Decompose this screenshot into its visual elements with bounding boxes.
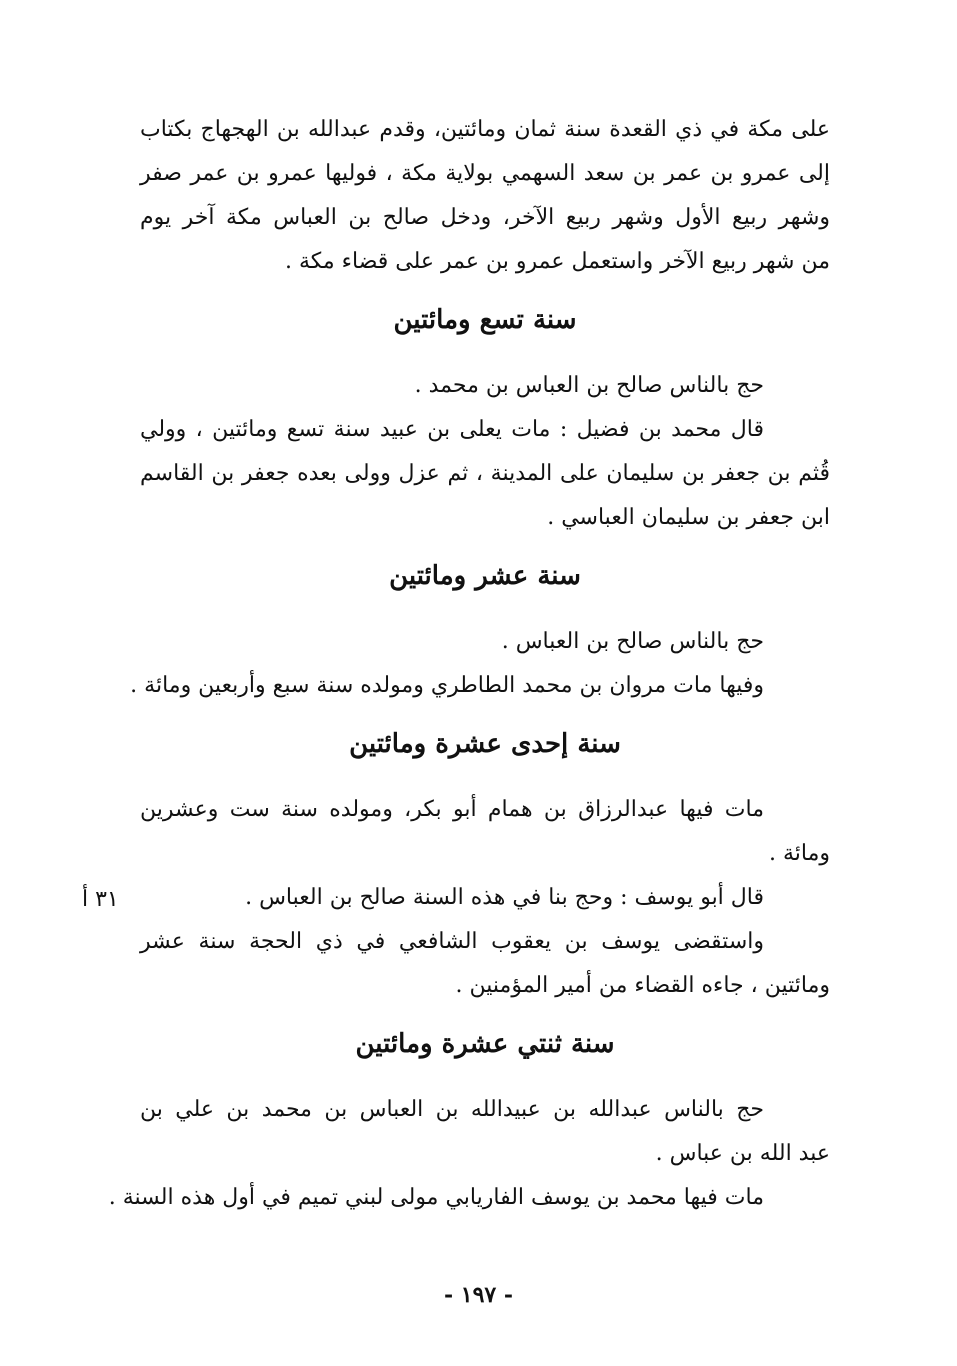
- text-line: عبد الله بن عباس .: [655, 1141, 830, 1166]
- section-heading-212: سنة ثنتي عشرة ومائتين: [355, 1029, 615, 1059]
- text-line: مات فيها محمد بن يوسف الفاريابي مولى لبني تميم في أول هذه السنة .: [108, 1185, 764, 1210]
- text-line: وفيها مات مروان بن محمد الطاطري ومولده سنة سبع وأربعين ومائة .: [130, 673, 764, 698]
- section-body-211: [140, 788, 830, 1008]
- page-body: [108, 108, 830, 1220]
- text-line: وشهر ربيع الأول وشهر ربيع الآخر، ودخل صالح بن العباس مكة آخر يوم: [140, 205, 830, 230]
- section-heading-209: سنة تسع ومائتين: [393, 305, 577, 335]
- paragraph-continued: [140, 108, 830, 284]
- text-line: ومائة .: [768, 841, 830, 866]
- section-body-210: [130, 620, 830, 708]
- text-line: قال محمد بن فضيل : مات يعلى بن عبيد سنة تسع ومائتين ، وولي: [140, 417, 764, 442]
- text-line: قال أبو يوسف : وحج بنا في هذه السنة صالح بن العباس .: [245, 885, 764, 910]
- text-line: إلى عمرو بن عمر بن سعد السهمي بولاية مكة ، فوليها عمرو بن عمر صفر: [140, 161, 830, 186]
- text-line: قُثم بن جعفر بن سليمان على المدينة ، ثم عزل وولى بعده جعفر بن القاسم: [140, 461, 830, 486]
- section-body-209: [140, 364, 830, 540]
- text-line: واستقضى يوسف بن يعقوب الشافعي في ذي الحجة سنة عشر: [140, 929, 764, 954]
- text-line: ابن جعفر بن سليمان العباسي .: [547, 505, 830, 530]
- text-line: حج بالناس صالح بن العباس بن محمد .: [414, 373, 764, 398]
- section-body-212: [108, 1088, 830, 1220]
- text-line: مات فيها عبدالرزاق بن همام أبو بكر، ومولده سنة ست وعشرين: [140, 797, 764, 822]
- section-heading-210: سنة عشر ومائتين: [389, 561, 581, 591]
- manuscript-folio-note: ٣١ أ: [82, 887, 119, 912]
- text-line: على مكة في ذي القعدة سنة ثمان ومائتين، وقدم عبدالله بن الهجهاج بكتاب: [140, 117, 830, 142]
- text-line: حج بالناس صالح بن العباس .: [501, 629, 764, 654]
- section-heading-211: سنة إحدى عشرة ومائتين: [349, 729, 621, 759]
- text-line: حج بالناس عبدالله بن عبيدالله بن العباس بن محمد بن علي بن: [140, 1097, 764, 1122]
- text-line: من شهر ربيع الآخر واستعمل عمرو بن عمر على قضاء مكة .: [284, 249, 830, 274]
- page-number: - ١٩٧ -: [443, 1282, 514, 1308]
- text-line: ومائتين ، جاءه القضاء من أمير المؤمنين .: [455, 973, 830, 998]
